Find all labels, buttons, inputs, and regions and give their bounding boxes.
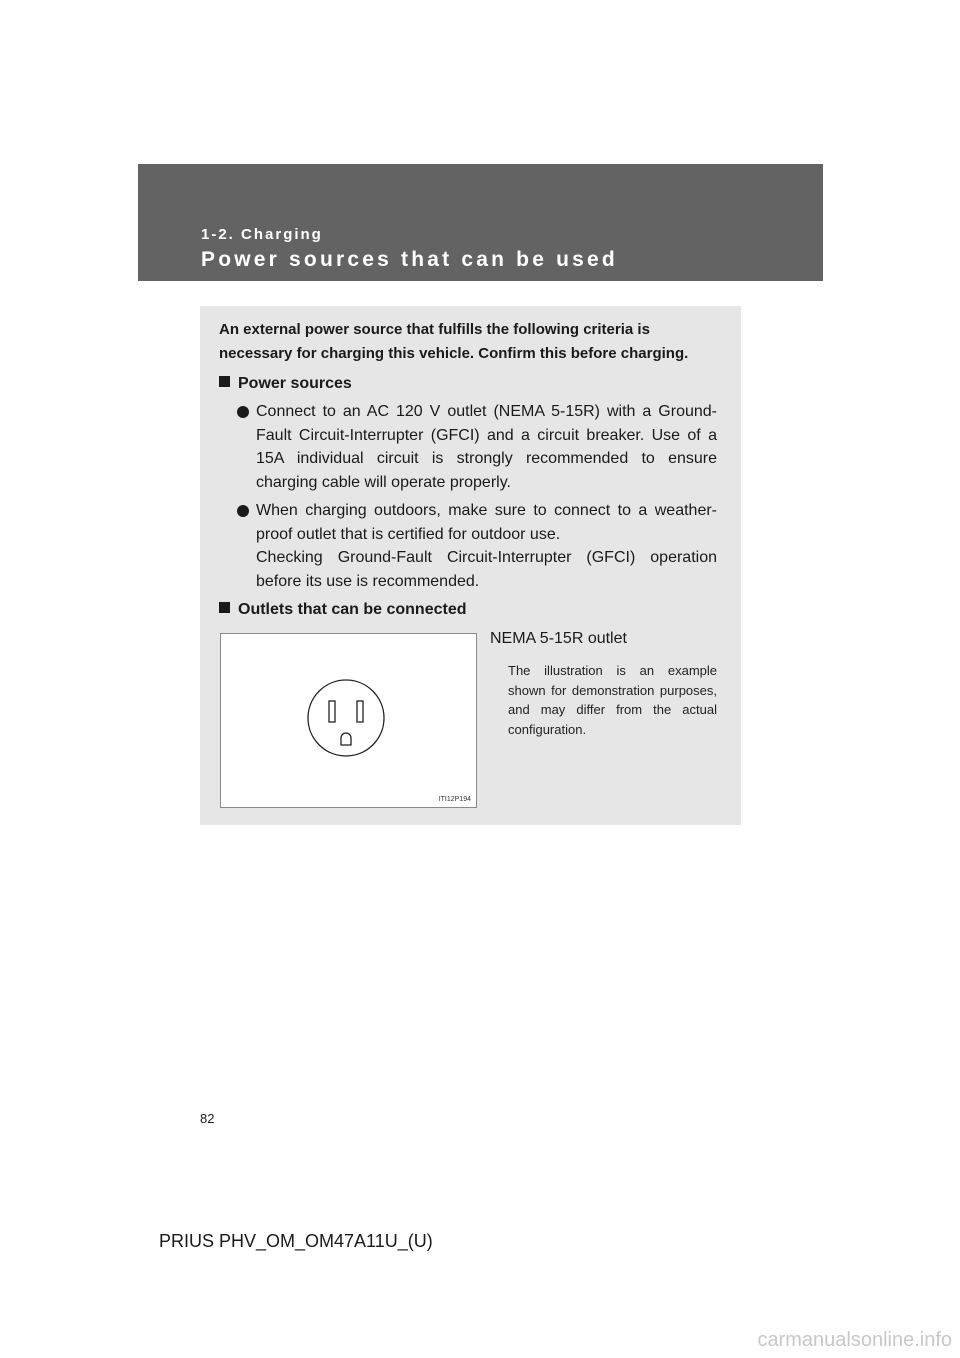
content-panel bbox=[200, 306, 741, 825]
list-item bbox=[237, 400, 717, 494]
list-item-text: Connect to an AC 120 V outlet (NEMA 5-15R) with a Ground-Fault Circuit-Interrupter (GFCI) and a circuit breaker. Use of a 15A individual circuit is strongly recommended to ensure charging cable will operate properly. bbox=[256, 403, 717, 491]
list-item bbox=[237, 499, 717, 593]
square-bullet-icon bbox=[219, 602, 230, 613]
chapter-header bbox=[138, 164, 823, 281]
page-number: 82 bbox=[200, 1111, 215, 1126]
watermark: carmanualsonline.info bbox=[757, 1329, 952, 1351]
square-bullet-icon bbox=[219, 376, 230, 387]
page-title: Power sources that can be used bbox=[201, 248, 618, 271]
list-item-text: Checking Ground-Fault Circuit-Interrupter (GFCI) operation before its use is recommended. bbox=[256, 549, 717, 590]
round-bullet-icon bbox=[237, 406, 249, 418]
round-bullet-icon bbox=[237, 505, 249, 517]
list-item-text: When charging outdoors, make sure to connect to a weather-proof outlet that is certified for outdoor use. bbox=[256, 502, 717, 543]
power-sources-heading bbox=[219, 372, 352, 396]
power-sources-heading-label: Power sources bbox=[238, 375, 352, 392]
outlet-note: The illustration is an example shown for demonstration purposes, and may differ from the actual configuration. bbox=[508, 663, 717, 737]
outlet-illustration-icon bbox=[221, 634, 476, 807]
intro-text: An external power source that fulfills the following criteria is necessary for charging this vehicle. Confirm this before charging. bbox=[219, 321, 689, 362]
document-code: PRIUS PHV_OM_OM47A11U_(U) bbox=[159, 1231, 433, 1251]
outlet-figure bbox=[220, 633, 477, 808]
outlet-caption: NEMA 5-15R outlet bbox=[490, 630, 627, 647]
figure-code: ITI12P194 bbox=[438, 796, 471, 803]
outlets-heading bbox=[219, 598, 466, 622]
outlets-heading-label: Outlets that can be connected bbox=[238, 601, 467, 618]
section-label: 1-2. Charging bbox=[201, 226, 323, 243]
